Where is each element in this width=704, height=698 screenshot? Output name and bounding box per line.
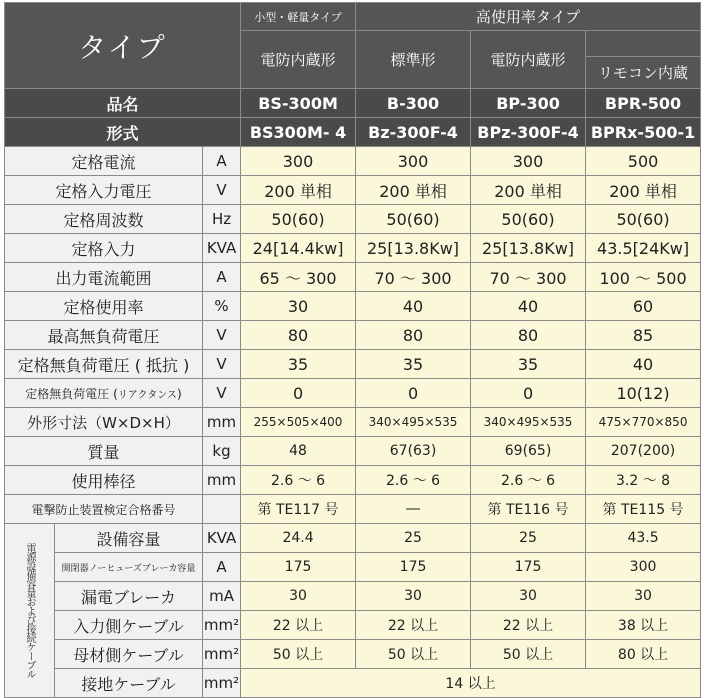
cell-value: 67(63)	[356, 437, 471, 466]
row-label: 定格周波数	[5, 205, 203, 234]
cell-value: 300	[241, 147, 356, 176]
cell-value: 255×505×400	[241, 408, 356, 437]
row-unit: A	[203, 147, 241, 176]
cell-value: 40	[356, 292, 471, 321]
cell-value: 35	[471, 350, 586, 379]
format-3: BPz-300F-4	[471, 118, 586, 147]
cell-value: 80 以上	[586, 640, 701, 669]
cell-value: 48	[241, 437, 356, 466]
row-unit: A	[203, 263, 241, 292]
table-row	[5, 640, 701, 669]
cell-value: 65 ～ 300	[241, 263, 356, 292]
cell-value: 50 以上	[241, 640, 356, 669]
cell-value: 22 以上	[356, 611, 471, 640]
cell-value: 200 単相	[356, 176, 471, 205]
cell-value: 60	[586, 292, 701, 321]
cell-value: 207(200)	[586, 437, 701, 466]
cell-value: 100 ～ 500	[586, 263, 701, 292]
table-row	[5, 437, 701, 466]
cell-value: 70 ～ 300	[471, 263, 586, 292]
cell-value: 69(65)	[471, 437, 586, 466]
table-row	[5, 147, 701, 176]
cell-value: 3.2 ～ 8	[586, 466, 701, 495]
row-label: 設備容量	[55, 524, 203, 553]
cell-value: 300	[471, 147, 586, 176]
group-small-header: 小型・軽量タイプ	[241, 3, 356, 31]
model-label: 品名	[5, 89, 241, 118]
model-1: BS-300M	[241, 89, 356, 118]
form-header-4: リモコン内蔵	[586, 57, 701, 89]
cell-value: 43.5[24Kw]	[586, 234, 701, 263]
form-header-2: 標準形	[356, 31, 471, 89]
spec-table	[4, 2, 701, 698]
row-label: 最高無負荷電圧	[5, 321, 203, 350]
cell-value: 40	[471, 292, 586, 321]
row-unit: V	[203, 379, 241, 408]
power-group-label: 電源設備容量および接続ケーブル	[5, 524, 55, 698]
cell-value: 24[14.4kw]	[241, 234, 356, 263]
cell-value: 175	[241, 553, 356, 582]
table-row	[5, 495, 701, 524]
cell-value: 50(60)	[586, 205, 701, 234]
row-unit: V	[203, 350, 241, 379]
row-label: 定格無負荷電圧 ( 抵抗 )	[5, 350, 203, 379]
cell-value: 80	[241, 321, 356, 350]
table-row	[5, 611, 701, 640]
cell-value: 38 以上	[586, 611, 701, 640]
row-unit: V	[203, 321, 241, 350]
row-label: 接地ケーブル	[55, 669, 203, 698]
cell-value: 10(12)	[586, 379, 701, 408]
cell-value: 40	[586, 350, 701, 379]
format-1: BS300M- 4	[241, 118, 356, 147]
row-label-close: )	[177, 386, 182, 401]
row-unit: mm²	[203, 611, 241, 640]
cell-value: 50(60)	[241, 205, 356, 234]
cell-value: 85	[586, 321, 701, 350]
cell-value: 25	[471, 524, 586, 553]
model-4: BPR-500	[586, 89, 701, 118]
cell-value: 30	[586, 582, 701, 611]
row-label: 定格入力	[5, 234, 203, 263]
row-unit: KVA	[203, 234, 241, 263]
cell-value: 200 単相	[586, 176, 701, 205]
row-unit: Hz	[203, 205, 241, 234]
cell-value: 第 TE115 号	[586, 495, 701, 524]
cell-value: 300	[586, 553, 701, 582]
cell-value: 0	[356, 379, 471, 408]
cell-value: 50 以上	[356, 640, 471, 669]
cell-value: ―	[356, 495, 471, 524]
row-unit: mm	[203, 466, 241, 495]
cell-value-merged: 14 以上	[241, 669, 701, 698]
form-header-1: 電防内蔵形	[241, 31, 356, 89]
row-unit: V	[203, 176, 241, 205]
cell-value: 340×495×535	[356, 408, 471, 437]
row-unit: %	[203, 292, 241, 321]
cell-value: 第 TE117 号	[241, 495, 356, 524]
cell-value: 50(60)	[356, 205, 471, 234]
table-row	[5, 669, 701, 698]
cell-value: 175	[471, 553, 586, 582]
row-label: 母材側ケーブル	[55, 640, 203, 669]
format-2: Bz-300F-4	[356, 118, 471, 147]
cell-value: 24.4	[241, 524, 356, 553]
cell-value: 200 単相	[471, 176, 586, 205]
cell-value: 0	[241, 379, 356, 408]
cell-value: 300	[356, 147, 471, 176]
row-unit: mA	[203, 582, 241, 611]
table-row	[5, 582, 701, 611]
row-label: 定格使用率	[5, 292, 203, 321]
cell-value: 25	[356, 524, 471, 553]
table-row	[5, 176, 701, 205]
cell-value: 500	[586, 147, 701, 176]
row-label: 外形寸法（W×D×H）	[5, 408, 203, 437]
table-row	[5, 205, 701, 234]
group-high-header: 高使用率タイプ	[356, 3, 701, 31]
row-unit: mm²	[203, 640, 241, 669]
row-unit: A	[203, 553, 241, 582]
row-label	[5, 379, 203, 408]
cell-value: 175	[356, 553, 471, 582]
table-row	[5, 350, 701, 379]
row-label: 出力電流範囲	[5, 263, 203, 292]
row-unit: kg	[203, 437, 241, 466]
row-label: 定格入力電圧	[5, 176, 203, 205]
cell-value: 43.5	[586, 524, 701, 553]
cell-value: 30	[471, 582, 586, 611]
cell-value: 80	[356, 321, 471, 350]
cell-value: 475×770×850	[586, 408, 701, 437]
cell-value: 25[13.8Kw]	[471, 234, 586, 263]
format-4: BPRx-500-1	[586, 118, 701, 147]
table-row	[5, 263, 701, 292]
row-label-main: 定格無負荷電圧 (	[25, 386, 118, 401]
table-row	[5, 292, 701, 321]
table-row	[5, 466, 701, 495]
row-unit: mm²	[203, 669, 241, 698]
cell-value: 30	[241, 582, 356, 611]
row-unit: KVA	[203, 524, 241, 553]
table-row	[5, 379, 701, 408]
model-2: B-300	[356, 89, 471, 118]
cell-value: 50(60)	[471, 205, 586, 234]
cell-value: 35	[241, 350, 356, 379]
table-row	[5, 524, 701, 553]
row-unit	[203, 495, 241, 524]
cell-value: 22 以上	[241, 611, 356, 640]
cell-value: 2.6 ～ 6	[356, 466, 471, 495]
cell-value: 2.6 ～ 6	[471, 466, 586, 495]
row-label: 電撃防止装置検定合格番号	[5, 495, 203, 524]
row-label: 使用棒径	[5, 466, 203, 495]
cell-value: 30	[356, 582, 471, 611]
cell-value: 50 以上	[471, 640, 586, 669]
cell-value: 2.6 ～ 6	[241, 466, 356, 495]
row-label: 入力側ケーブル	[55, 611, 203, 640]
cell-value: 70 ～ 300	[356, 263, 471, 292]
cell-value: 30	[241, 292, 356, 321]
row-label: 漏電ブレーカ	[55, 582, 203, 611]
cell-value: 22 以上	[471, 611, 586, 640]
model-3: BP-300	[471, 89, 586, 118]
table-row	[5, 553, 701, 582]
table-row	[5, 321, 701, 350]
cell-value: 80	[471, 321, 586, 350]
cell-value: 25[13.8Kw]	[356, 234, 471, 263]
table-row	[5, 408, 701, 437]
row-label: 開閉器ノーヒューズブレーカ容量	[55, 553, 203, 582]
format-label: 形式	[5, 118, 241, 147]
cell-value: 0	[471, 379, 586, 408]
row-unit: mm	[203, 408, 241, 437]
form-header-3: 電防内蔵形	[471, 31, 586, 89]
row-label: 定格電流	[5, 147, 203, 176]
row-label-sub: リアクタンス	[117, 389, 177, 401]
cell-value: 35	[356, 350, 471, 379]
cell-value: 200 単相	[241, 176, 356, 205]
row-label: 質量	[5, 437, 203, 466]
cell-value: 第 TE116 号	[471, 495, 586, 524]
table-row	[5, 234, 701, 263]
form-header-blank	[586, 31, 701, 57]
cell-value: 340×495×535	[471, 408, 586, 437]
type-header: タイプ	[5, 3, 241, 89]
